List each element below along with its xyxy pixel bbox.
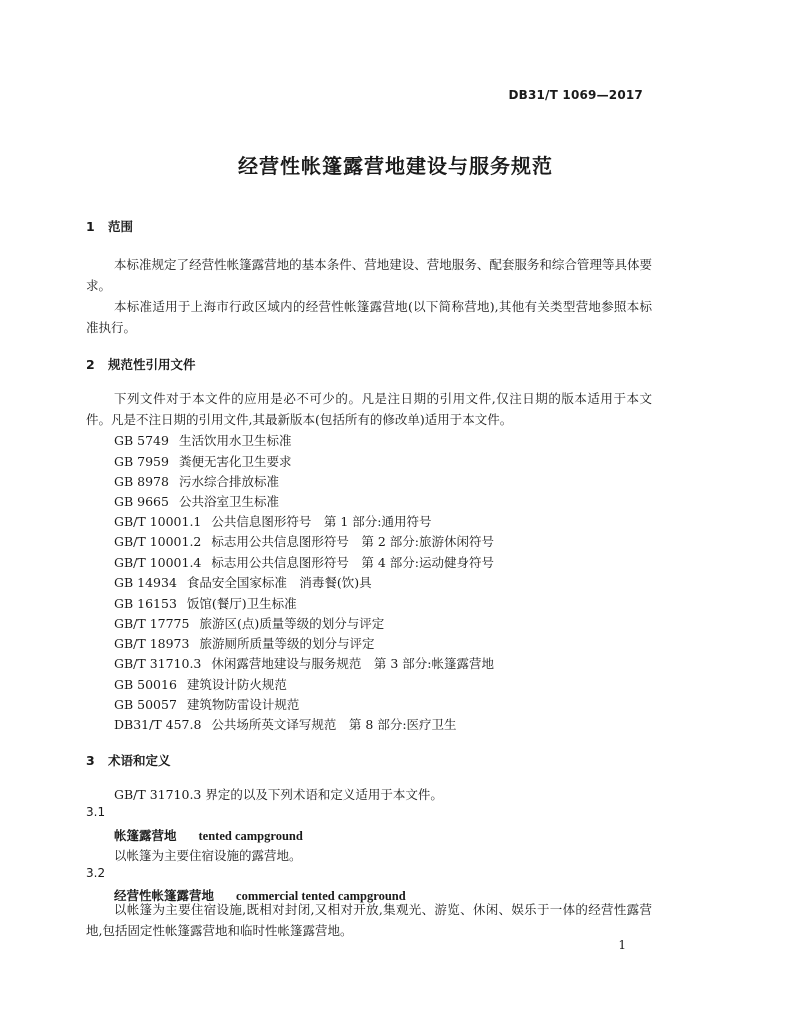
- reference-code: GB/T 10001.2: [114, 534, 202, 549]
- reference-name: 公共信息图形符号 第 1 部分:通用符号: [211, 514, 432, 529]
- reference-item: [114, 573, 372, 591]
- section-title: 规范性引用文件: [108, 357, 196, 372]
- section-heading-references: [86, 355, 196, 373]
- reference-code: GB 9665: [114, 494, 169, 509]
- reference-item: [114, 472, 279, 490]
- reference-name: 建筑设计防火规范: [186, 677, 287, 692]
- term-english: tented campground: [198, 829, 303, 843]
- reference-item: [114, 634, 374, 652]
- reference-name: 旅游厕所质量等级的划分与评定: [199, 636, 375, 651]
- reference-code: GB/T 18973: [114, 636, 190, 651]
- reference-name: 标志用公共信息图形符号 第 4 部分:运动健身符号: [211, 555, 495, 570]
- reference-code: GB/T 10001.4: [114, 555, 202, 570]
- reference-item: [114, 715, 457, 733]
- section-number: 3: [86, 753, 95, 768]
- section-heading-scope: [86, 217, 133, 235]
- term-number: 3.1: [86, 805, 106, 819]
- standard-code: DB31/T 1069—2017: [508, 88, 643, 102]
- term-heading: [114, 826, 303, 844]
- reference-item: [114, 532, 494, 550]
- reference-item: [114, 614, 384, 632]
- section-heading-terms: [86, 751, 171, 769]
- reference-name: 生活饮用水卫生标准: [178, 433, 292, 448]
- reference-item: [114, 553, 494, 571]
- references-intro: 下列文件对于本文件的应用是必不可少的。凡是注日期的引用文件,仅注日期的版本适用于本文件。凡是不注日期的引用文件,其最新版本(包括所有的修改单)适用于本文件。: [86, 391, 652, 427]
- reference-name: 污水综合排放标准: [178, 474, 279, 489]
- reference-code: GB 5749: [114, 433, 169, 448]
- terms-intro: GB/T 31710.3 界定的以及下列术语和定义适用于本文件。: [114, 787, 443, 802]
- reference-item: [114, 452, 291, 470]
- reference-name: 旅游区(点)质量等级的划分与评定: [199, 616, 385, 631]
- reference-name: 公共浴室卫生标准: [178, 494, 279, 509]
- reference-code: GB 7959: [114, 454, 169, 469]
- section-title: 术语和定义: [108, 753, 171, 768]
- section-number: 2: [86, 357, 95, 372]
- term-english: commercial tented campground: [236, 889, 406, 903]
- term-number: 3.2: [86, 866, 106, 880]
- reference-code: GB 16153: [114, 596, 177, 611]
- reference-item: [114, 675, 287, 693]
- section-number: 1: [86, 219, 95, 234]
- reference-code: GB 14934: [114, 575, 177, 590]
- section-title: 范围: [108, 219, 134, 234]
- reference-name: 食品安全国家标准 消毒餐(饮)具: [186, 575, 372, 590]
- term-definition: 以帐篷为主要住宿设施,既相对封闭,又相对开放,集观光、游览、休闲、娱乐于一体的经营性露营地,包括固定性帐篷露营地和临时性帐篷露营地。: [86, 902, 652, 938]
- term-chinese: 帐篷露营地: [114, 828, 177, 843]
- reference-name: 建筑物防雷设计规范: [186, 697, 300, 712]
- reference-item: [114, 431, 291, 449]
- reference-name: 粪便无害化卫生要求: [178, 454, 292, 469]
- page-number: 1: [618, 938, 626, 952]
- reference-item: [114, 594, 297, 612]
- reference-item: [114, 512, 432, 530]
- reference-item: [114, 695, 299, 713]
- reference-item: [114, 654, 494, 672]
- reference-name: 公共场所英文译写规范 第 8 部分:医疗卫生: [211, 717, 457, 732]
- reference-name: 标志用公共信息图形符号 第 2 部分:旅游休闲符号: [211, 534, 495, 549]
- reference-code: GB/T 17775: [114, 616, 190, 631]
- reference-name: 休闲露营地建设与服务规范 第 3 部分:帐篷露营地: [211, 656, 495, 671]
- term-definition: 以帐篷为主要住宿设施的露营地。: [114, 848, 302, 863]
- reference-code: DB31/T 457.8: [114, 717, 202, 732]
- reference-code: GB 8978: [114, 474, 169, 489]
- reference-code: GB/T 10001.1: [114, 514, 202, 529]
- document-title: 经营性帐篷露营地建设与服务规范: [238, 154, 553, 178]
- reference-code: GB 50057: [114, 697, 177, 712]
- term-chinese: 经营性帐篷露营地: [114, 888, 215, 903]
- reference-code: GB/T 31710.3: [114, 656, 202, 671]
- reference-code: GB 50016: [114, 677, 177, 692]
- reference-item: [114, 492, 279, 510]
- scope-paragraph-2: 本标准适用于上海市行政区域内的经营性帐篷露营地(以下简称营地),其他有关类型营地参照本标准执行。: [86, 299, 652, 335]
- reference-name: 饭馆(餐厅)卫生标准: [186, 596, 297, 611]
- scope-paragraph-1: 本标准规定了经营性帐篷露营地的基本条件、营地建设、营地服务、配套服务和综合管理等具体要求。: [86, 257, 652, 293]
